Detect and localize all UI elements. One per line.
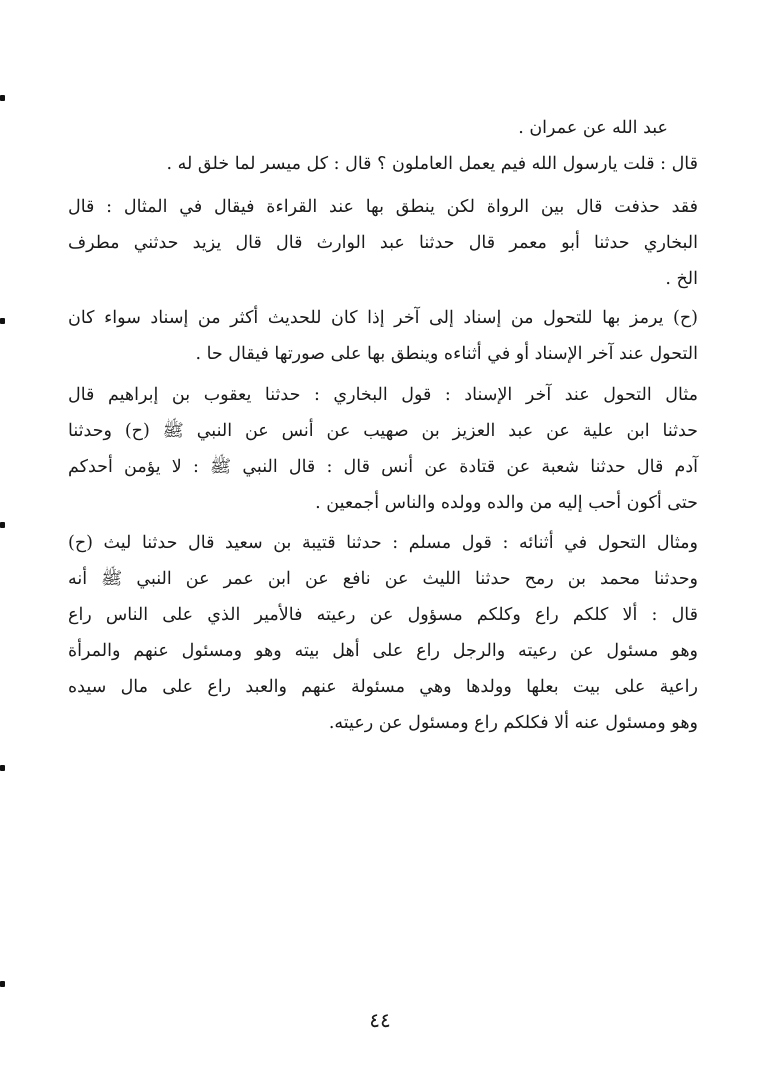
paragraph	[68, 377, 698, 521]
text-line: الخ .	[665, 269, 698, 289]
paragraph	[68, 110, 698, 146]
text-line: مثال التحول عند آخر الإسناد : قول البخاري : حدثنا يعقوب بن إبراهيم قال	[68, 385, 698, 405]
text-line: ومثال التحول في أثنائه : قول مسلم : حدثنا قتيبة بن سعيد قال حدثنا ليث (ح)	[68, 533, 698, 553]
scan-edge-mark	[0, 765, 5, 771]
text-line: وحدثنا محمد بن رمح حدثنا الليث عن نافع عن ابن عمر عن النبي ﷺ أنه	[68, 569, 698, 589]
text-line: عبد الله عن عمران .	[518, 118, 668, 138]
text-line: راعية على بيت بعلها وولدها وهي مسئولة عنهم والعبد راع على مال سيده	[68, 677, 698, 697]
page-number: ٤٤	[369, 1008, 391, 1032]
text-line: البخاري حدثنا أبو معمر قال حدثنا عبد الوارث قال قال يزيد حدثني مطرف	[68, 233, 698, 253]
scan-edge-mark	[0, 981, 5, 987]
text-line: وهو ومسئول عنه ألا فكلكم راع ومسئول عن رعيته.	[328, 713, 698, 733]
paragraph	[68, 525, 698, 741]
paragraph	[68, 146, 698, 182]
scan-edge-mark	[0, 522, 5, 528]
scan-edge-mark	[0, 318, 5, 324]
text-line: (ح) يرمز بها للتحول من إسناد إلى آخر إذا كان للحديث أكثر من إسناد سواء كان	[68, 308, 698, 328]
text-line: قال : ألا كلكم راع وكلكم مسؤول عن رعيته فالأمير الذي على الناس راع	[68, 605, 698, 625]
text-line: حدثنا ابن علية عن عبد العزيز بن صهيب عن أنس عن النبي ﷺ (ح) وحدثنا	[68, 421, 698, 441]
text-line: حتى أكون أحب إليه من والده وولده والناس أجمعين .	[315, 493, 698, 513]
text-line: وهو مسئول عن رعيته والرجل راع على أهل بيته وهو ومسئول عنهم والمرأة	[68, 641, 698, 661]
scan-edge-mark	[0, 95, 5, 101]
text-line: فقد حذفت قال بين الرواة لكن ينطق بها عند القراءة فيقال في المثال : قال	[68, 197, 698, 217]
text-line: قال : قلت يارسول الله فيم يعمل العاملون ؟ قال : كل ميسر لما خلق له .	[166, 154, 698, 174]
text-line: التحول عند آخر الإسناد أو في أثناءه وينطق بها على صورتها فيقال حا .	[195, 344, 698, 364]
paragraph	[68, 189, 698, 297]
text-line: آدم قال حدثنا شعبة عن قتادة عن أنس قال : قال النبي ﷺ : لا يؤمن أحدكم	[68, 457, 698, 477]
paragraph	[68, 300, 698, 372]
